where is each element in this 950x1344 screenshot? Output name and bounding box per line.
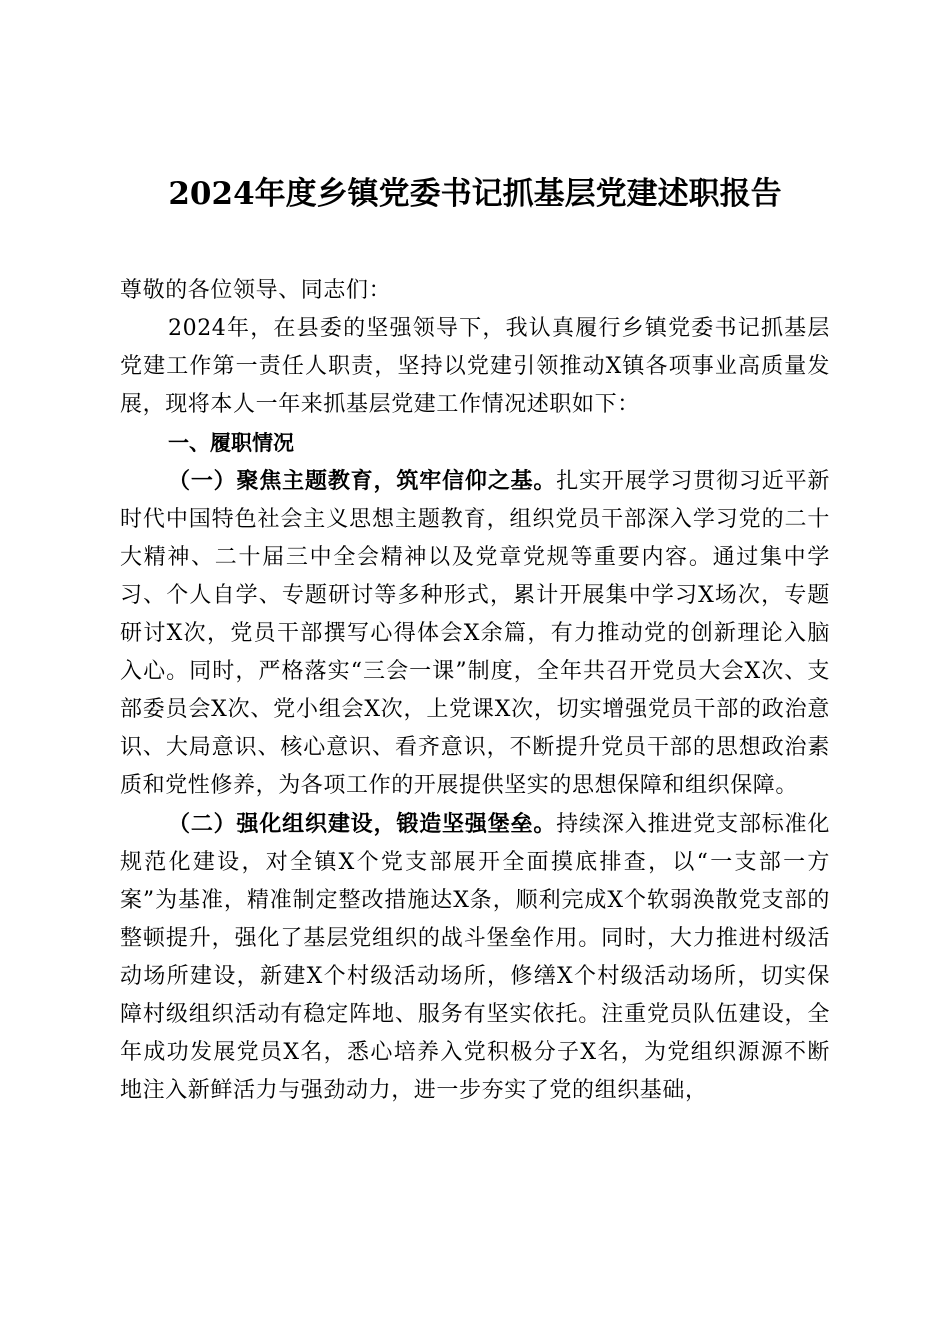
intro-paragraph: 2024年，在县委的坚强领导下，我认真履行乡镇党委书记抓基层党建工作第一责任人职责，坚持以党建引领推动X镇各项事业高质量发展，现将本人一年来抓基层党建工作情况述职如下： bbox=[120, 316, 830, 417]
paragraph-item-1-lead: （一）聚焦主题教育，筑牢信仰之基。 bbox=[168, 468, 557, 494]
paragraph-item-1-text: 扎实开展学习贯彻习近平新时代中国特色社会主义思想主题教育，组织党员干部深入学习党的二十大精神、二十届三中全会精神以及党章党规等重要内容。通过集中学习、个人自学、专题研讨等多种形式，累计开展集中学习X场次，专题研讨X次，党员干部撰写心得体会X余篇，有力推动党的创新理论入脑入心。同时，严格落实“三会一课”制度，全年共召开党员大会X次、支部委员会X次、党小组会X次，上党课X次，切实增强党员干部的政治意识、大局意识、核心意识、看齐意识，不断提升党员干部的思想政治素质和党性修养，为各项工作的开展提供坚实的思想保障和组织保障。 bbox=[120, 469, 831, 798]
paragraph-item-2-lead: （二）强化组织建设，锻造坚强堡垒。 bbox=[168, 811, 557, 837]
document-title: 2024年度乡镇党委书记抓基层党建述职报告 bbox=[168, 176, 782, 212]
paragraph-item-2 bbox=[120, 805, 830, 1110]
paragraph-item-1 bbox=[120, 462, 830, 805]
salutation: 尊敬的各位领导、同志们： bbox=[120, 278, 392, 303]
document-page bbox=[120, 172, 830, 1110]
section-heading-1: 一、履职情况 bbox=[168, 431, 294, 455]
paragraph-item-2-text: 持续深入推进党支部标准化规范化建设，对全镇X个党支部展开全面摸底排查，以“一支部一方案”为基准，精准制定整改措施达X条，顺利完成X个软弱涣散党支部的整顿提升，强化了基层党组织的战斗堡垒作用。同时，大力推进村级活动场所建设，新建X个村级活动场所，修缮X个村级活动场所，切实保障村级组织活动有稳定阵地、服务有坚实依托。注重党员队伍建设，全年成功发展党员X名，悉心培养入党积极分子X名，为党组织源源不断地注入新鲜活力与强劲动力，进一步夯实了党的组织基础， bbox=[120, 812, 831, 1103]
